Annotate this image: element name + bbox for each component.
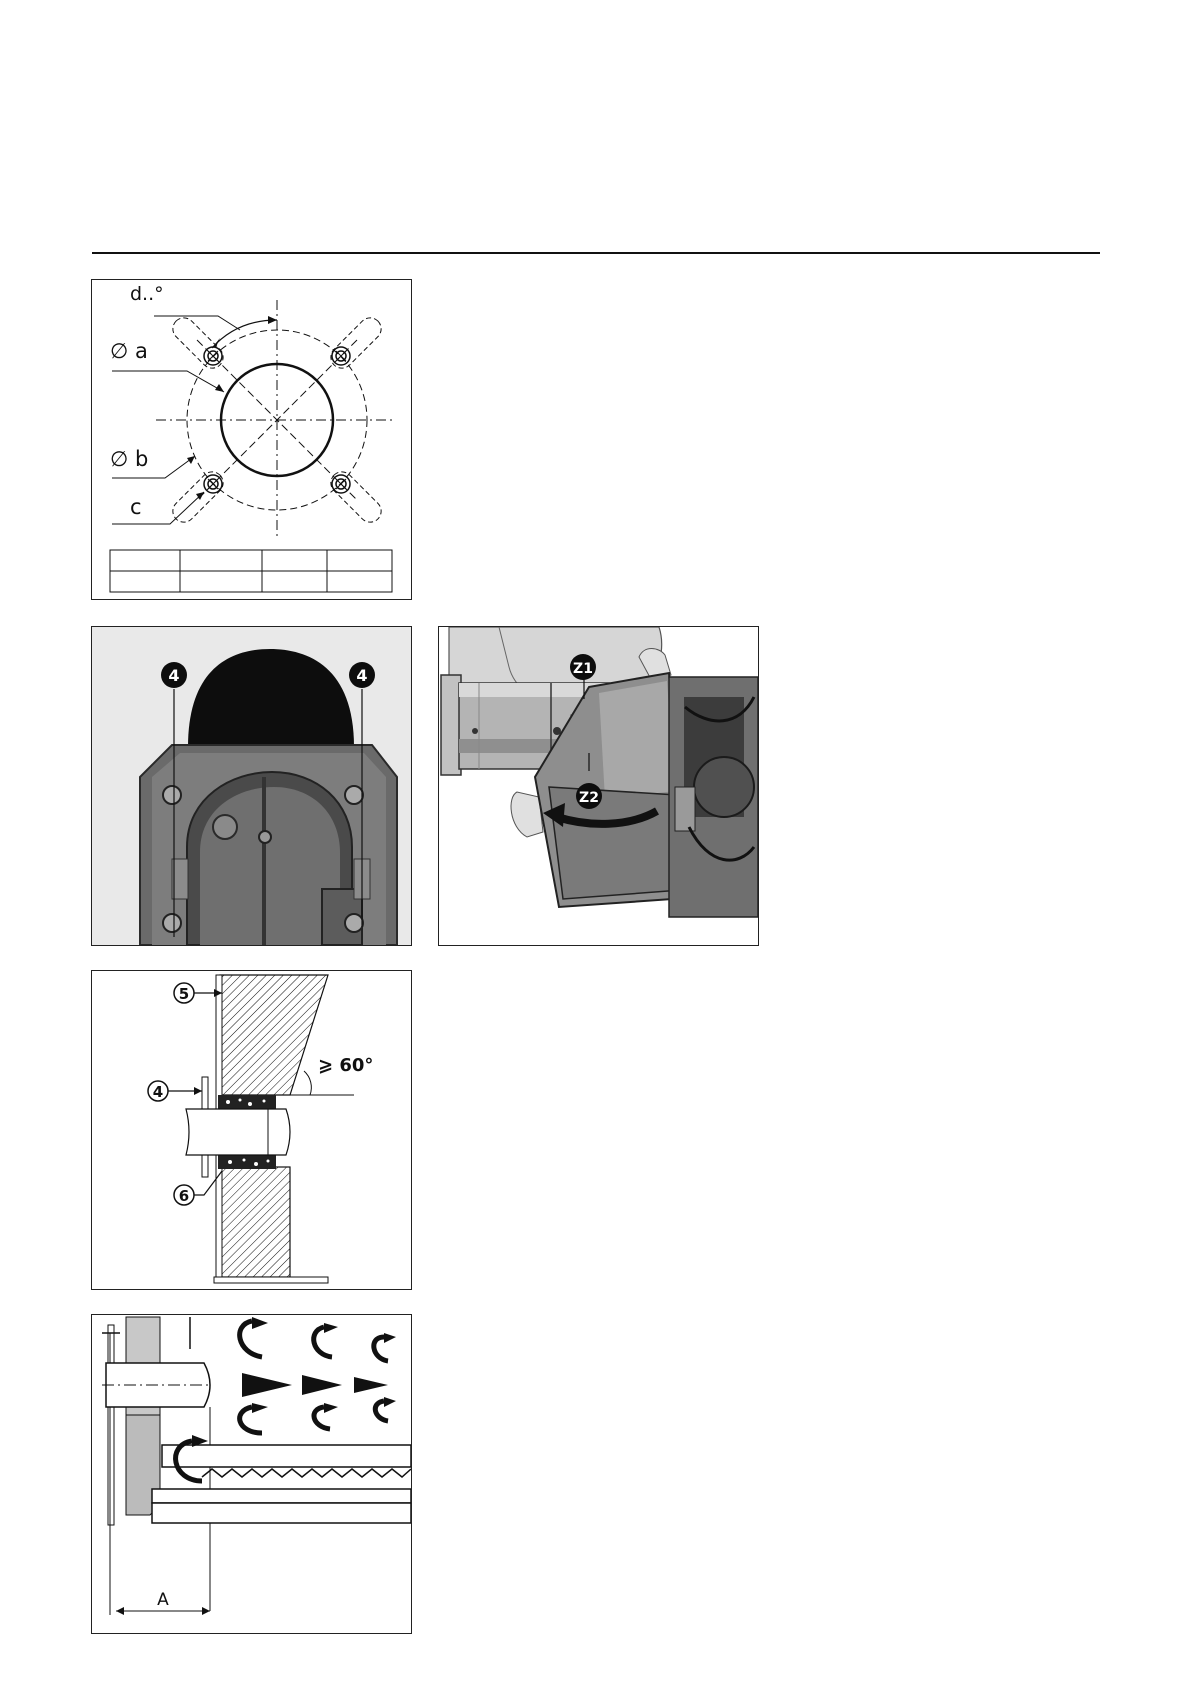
flange-drilling-svg xyxy=(92,280,411,599)
callout-4-left: 4 xyxy=(168,666,180,685)
header-rule xyxy=(92,252,1100,254)
angle-60-label: ⩾ 60° xyxy=(318,1055,374,1076)
burner-flange-photo xyxy=(91,626,412,946)
burner-removal-svg xyxy=(439,627,758,945)
callout-4-right: 4 xyxy=(356,666,368,685)
dimension-a-label: A xyxy=(157,1590,169,1610)
burner-removal-photo xyxy=(438,626,759,946)
burner-flange-svg xyxy=(92,627,411,945)
refractory-section-diagram xyxy=(91,970,412,1290)
hole-c-label: c xyxy=(130,495,142,519)
combustion-chamber-diagram xyxy=(91,1314,412,1634)
flange-drilling-diagram xyxy=(91,279,412,600)
diameter-b-label: ∅ b xyxy=(110,447,149,471)
refractory-section-svg xyxy=(92,971,411,1289)
diameter-a-label: ∅ a xyxy=(110,339,148,363)
callout-z2: Z2 xyxy=(579,790,599,806)
callout-5: 5 xyxy=(178,985,190,1003)
dimension-table xyxy=(110,550,392,592)
combustion-chamber-svg xyxy=(92,1315,411,1633)
callout-z1: Z1 xyxy=(573,661,593,677)
callout-6: 6 xyxy=(178,1187,190,1205)
angle-label: d..° xyxy=(130,283,164,305)
callout-4: 4 xyxy=(152,1083,164,1101)
